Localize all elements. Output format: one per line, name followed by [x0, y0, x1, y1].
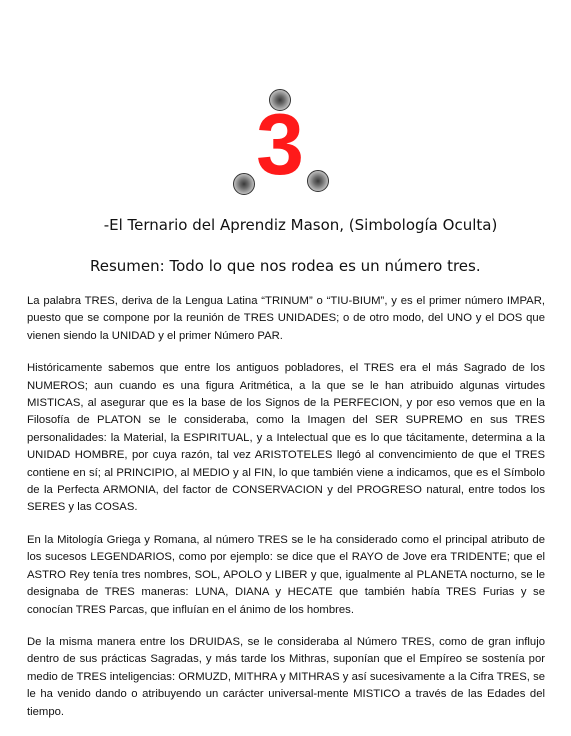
paragraph-3: En la Mitología Griega y Romana, al número TRES se le ha considerado como el principal atributo de los sucesos LEGENDARIOS, como por ejemplo: se dice que el RAYO de Jove era TRIDENTE; que el ASTRO Rey tenía tres nombres, SOL, APOLO y LIBER y que, igualmente al PLANETA nocturno, se le designaba de TRES maneras: LUNA, DIANA y HECATE que también había TRES Furias y se conocían TRES Parcas, que influían en el ánimo de los hombres.: [27, 533, 545, 616]
numeral-three: 3: [256, 97, 304, 193]
paragraph-2: Históricamente sabemos que entre los antiguos pobladores, el TRES era el más Sagrado de los NUMEROS; aun cuando es una figura Aritmética, a la que se le han atribuido algunas virtudes MISTICAS, al asegurar que es la base de los Signos de la PERFECION, y por eso vemos que en la Filosofía de PLATON se le consideraba, como la Imagen del SER SUPREMO en sus TRES personalidades: la Material, la ESPIRITUAL, y a Intelectual que es lo que tácitamente, determina a la UNIDAD HOMBRE, por cuya razón, tal vez ARISTOTELES llegó al convencimiento de que el TRES contiene en sí; al PRINCIPIO, al MEDIO y al FIN, lo que también viene a indicamos, que es el Símbolo de la Perfecta ARMONIA, del factor de CONSERVACION y del PROGRESO natural, entre todos los SERES y las COSAS.: [27, 362, 545, 514]
dot-left-icon: [233, 173, 255, 195]
document-title: -El Ternario del Aprendiz Mason, (Simbología Oculta): [103, 216, 498, 234]
number-three-emblem: [228, 86, 338, 202]
paragraph-4: De la misma manera entre los DRUIDAS, se le consideraba al Número TRES, como de gran influjo dentro de sus prácticas Sagradas, y más tarde los Mithras, suponían que el Empíreo se sostenía por medio de TRES inteligencias: ORMUZD, MITHRA y MITHRAS y así sucesivamente a la Cifra TRES, se le ha venido dando o atribuyendo un carácter universal-mente MISTICO a través de las Edades del tiempo.: [27, 635, 545, 718]
paragraph-1: La palabra TRES, deriva de la Lengua Latina “TRINUM” o “TIU-BIUM”, y es el primer número IMPAR, puesto que se compone por la reunión de TRES UNIDADES; o de otro modo, del UNO y el DOS que vienen siendo la UNIDAD y el primer Número PAR.: [27, 295, 545, 342]
document-summary: Resumen: Todo lo que nos rodea es un número tres.: [90, 257, 481, 275]
document-body: [27, 293, 545, 736]
dot-right-icon: [307, 170, 329, 192]
